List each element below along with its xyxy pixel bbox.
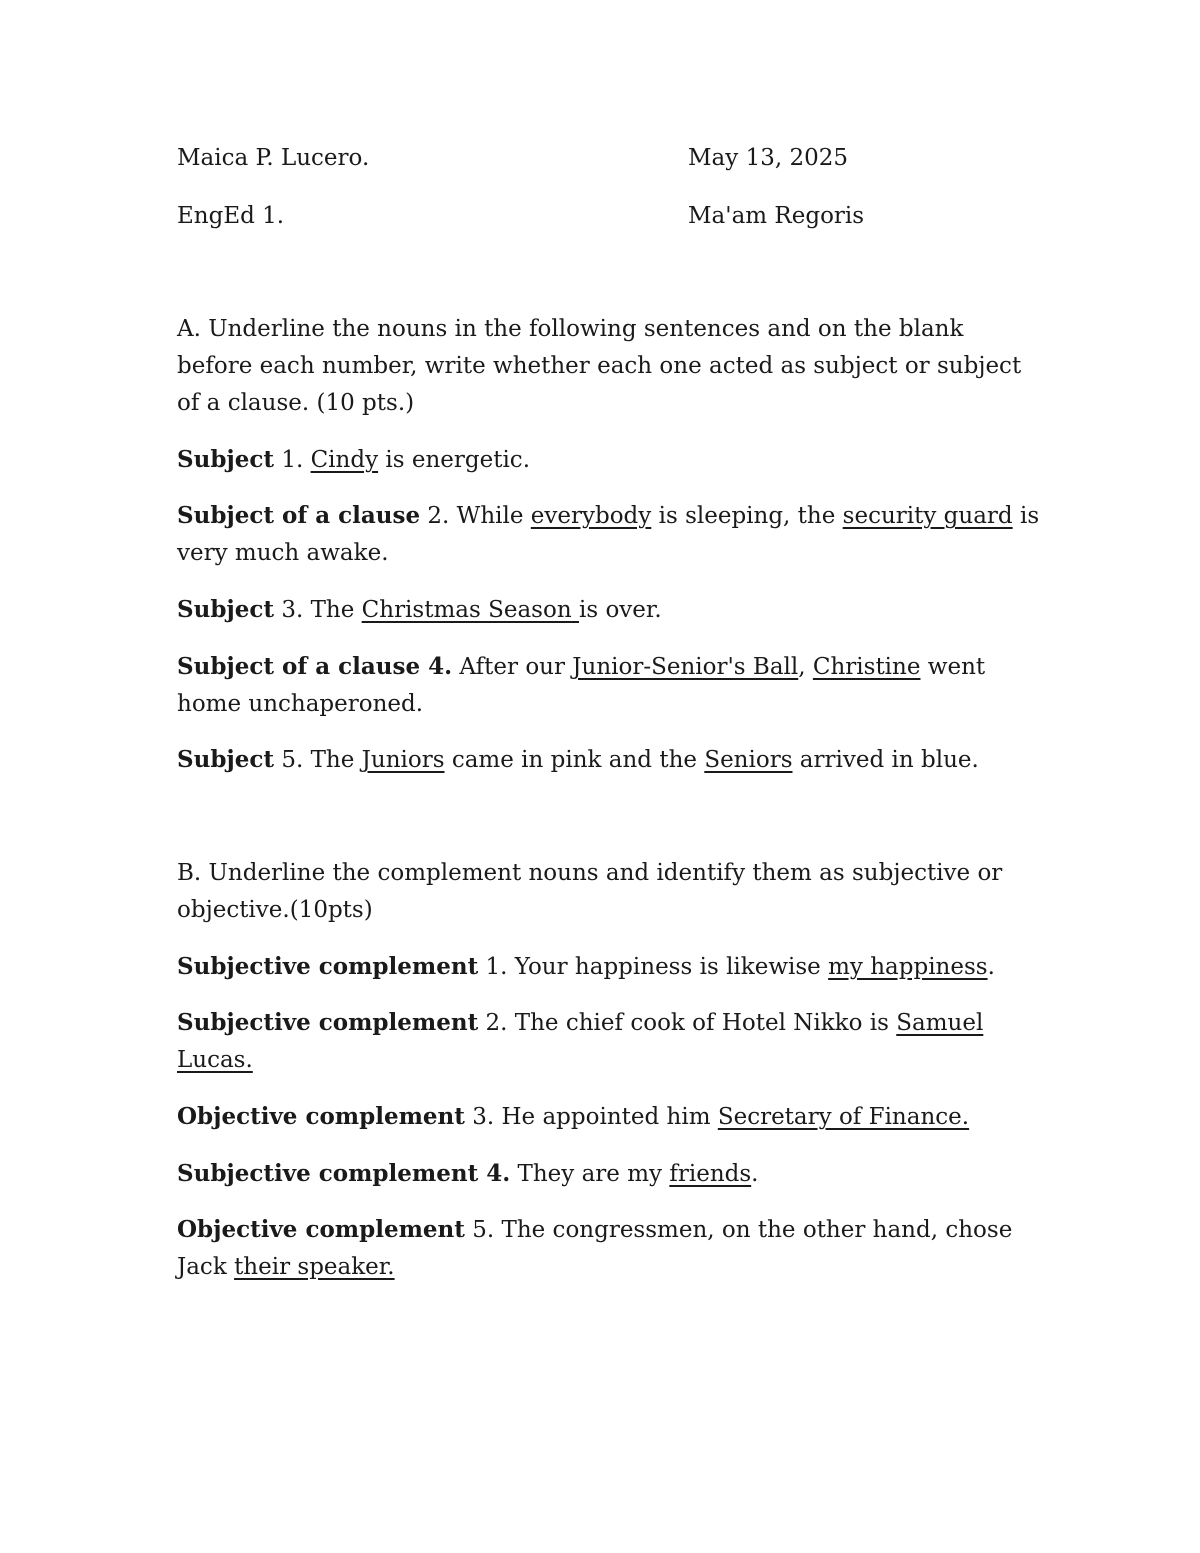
answer-label: Subject <box>177 596 274 623</box>
part-b-instruction-line-2: objective.(10pts) <box>177 897 373 923</box>
underlined-complement: friends <box>669 1161 752 1187</box>
part-a-item-3 <box>177 595 662 625</box>
part-b-item-3 <box>177 1102 969 1132</box>
part-b-item-2 <box>177 1008 983 1038</box>
underlined-noun: Christmas Season <box>361 597 579 623</box>
part-a-item-2 <box>177 501 1039 531</box>
underlined-noun: Juniors <box>361 747 445 773</box>
sentence-text: arrived in blue. <box>792 747 979 773</box>
sentence-text: is energetic. <box>378 447 530 473</box>
underlined-noun: Seniors <box>704 747 793 773</box>
part-b-instruction-line-1: B. Underline the complement nouns and identify them as subjective or <box>177 860 1003 886</box>
underlined-noun: everybody <box>530 503 652 529</box>
answer-label: Subject <box>177 446 274 473</box>
sentence-text: The <box>303 597 362 623</box>
date: May 13, 2025 <box>688 145 848 171</box>
answer-label: Objective complement <box>177 1103 465 1130</box>
sentence-text: , <box>798 654 813 680</box>
sentence-text: The congressmen, on the other hand, chose <box>494 1217 1013 1243</box>
answer-label: Objective complement <box>177 1216 465 1243</box>
answer-label: Subject <box>177 746 274 773</box>
part-a-instruction-line-2: before each number, write whether each one acted as subject or subject <box>177 353 1022 379</box>
part-a-item-2-continued: very much awake. <box>177 540 389 566</box>
answer-label: Subject of a clause <box>177 502 421 529</box>
sentence-text: is sleeping, the <box>651 503 843 529</box>
sentence-text: While <box>449 503 531 529</box>
part-b-item-4 <box>177 1159 758 1189</box>
item-number: 5. <box>281 747 304 773</box>
sentence-text: The <box>303 747 362 773</box>
underlined-noun: Junior-Senior's Ball <box>572 654 799 680</box>
underlined-noun: Cindy <box>310 447 379 473</box>
part-a-item-4 <box>177 652 985 682</box>
underlined-noun: security guard <box>842 503 1013 529</box>
sentence-text: He appointed him <box>494 1104 718 1130</box>
sentence-text: came in pink and the <box>444 747 705 773</box>
sentence-text: After our <box>452 654 573 680</box>
item-number: 5. <box>472 1217 495 1243</box>
sentence-text: They are my <box>510 1161 670 1187</box>
underlined-complement: my happiness <box>828 954 988 980</box>
underlined-complement: their speaker. <box>234 1254 395 1280</box>
item-number: 3. <box>472 1104 495 1130</box>
item-number: 2. <box>427 503 450 529</box>
underlined-noun: Christine <box>812 654 921 680</box>
course: EngEd 1. <box>177 203 285 229</box>
part-b-item-5-continued <box>177 1252 395 1282</box>
sentence-text: Jack <box>177 1254 235 1280</box>
sentence-text: The chief cook of Hotel Nikko is <box>507 1010 897 1036</box>
sentence-text: is over. <box>578 597 662 623</box>
sentence-text: Your happiness is likewise <box>507 954 829 980</box>
part-a-instruction-line-3: of a clause. (10 pts.) <box>177 390 415 416</box>
answer-label: Subjective complement 4. <box>177 1160 511 1187</box>
item-number: 3. <box>281 597 304 623</box>
underlined-complement: Secretary of Finance. <box>717 1104 970 1130</box>
sentence-text: is <box>1012 503 1040 529</box>
sentence-text: . <box>987 954 995 980</box>
underlined-complement: Lucas. <box>177 1047 253 1073</box>
part-b-item-5 <box>177 1215 1012 1245</box>
item-number: 2. <box>485 1010 508 1036</box>
student-name: Maica P. Lucero. <box>177 145 370 171</box>
answer-label: Subjective complement <box>177 1009 479 1036</box>
part-a-item-4-continued: home unchaperoned. <box>177 691 424 717</box>
part-a-item-5 <box>177 745 979 775</box>
underlined-complement: Samuel <box>896 1010 984 1036</box>
part-a-item-1 <box>177 445 530 475</box>
sentence-text: . <box>751 1161 759 1187</box>
sentence-text: went <box>920 654 986 680</box>
item-number: 1. <box>281 447 304 473</box>
item-number: 1. <box>485 954 508 980</box>
part-b-item-1 <box>177 952 995 982</box>
part-a-instruction-line-1: A. Underline the nouns in the following sentences and on the blank <box>177 316 964 342</box>
answer-label: Subjective complement <box>177 953 479 980</box>
part-b-item-2-continued <box>177 1045 253 1075</box>
teacher: Ma'am Regoris <box>688 203 865 229</box>
answer-label: Subject of a clause 4. <box>177 653 453 680</box>
